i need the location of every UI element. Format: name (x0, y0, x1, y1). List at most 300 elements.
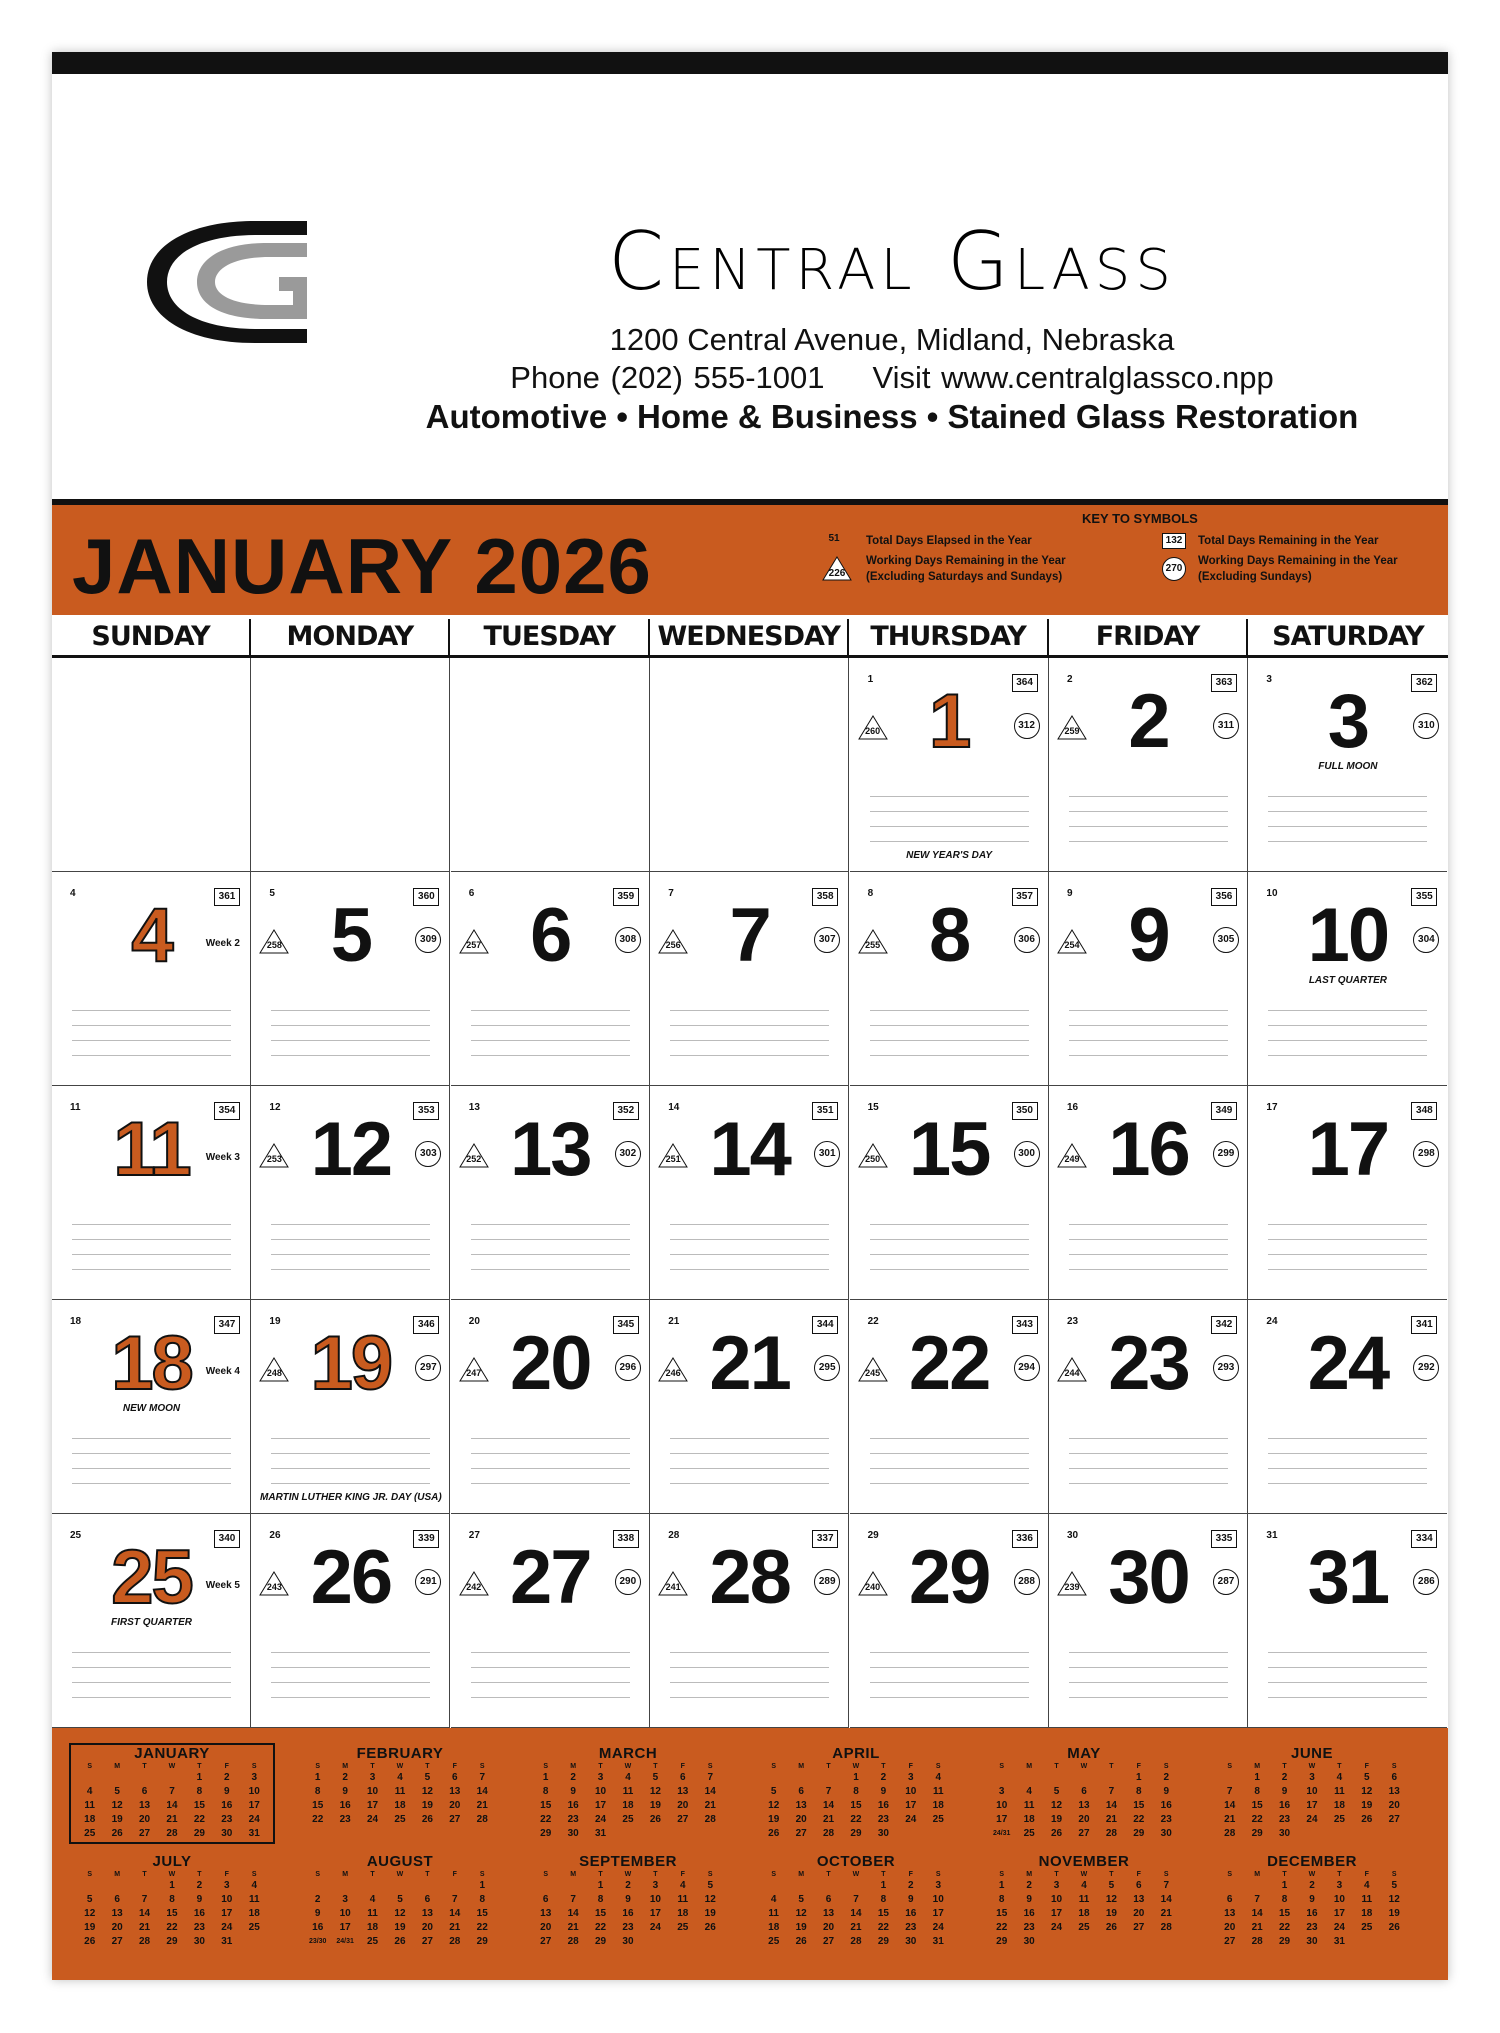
mini-day: 7 (1163, 1880, 1170, 1891)
mini-day: 8 (597, 1894, 604, 1905)
mini-day: 15 (1278, 1908, 1291, 1919)
day-cell[interactable] (850, 658, 1049, 872)
mini-day: 1 (196, 1772, 203, 1783)
note-lines (1069, 1638, 1228, 1698)
day-cell[interactable] (251, 1086, 450, 1300)
mini-day: 10 (996, 1800, 1008, 1811)
weekday-label: SUNDAY (52, 619, 251, 655)
working-sat-sun-label: Working Days Remaining in the Year (Excluding Saturdays and Sundays) (866, 555, 1066, 583)
mini-day: 14 (704, 1786, 716, 1797)
note-lines (1069, 782, 1228, 842)
mini-month-title: JANUARY (134, 1745, 210, 1762)
days-remaining-box: 340 (214, 1530, 240, 1548)
mini-weekday: W (168, 1871, 176, 1878)
working-days-circle: 286 (1413, 1569, 1439, 1595)
mini-day: 2 (625, 1880, 631, 1891)
working-days-circle: 300 (1014, 1141, 1040, 1167)
mini-weekday-row (756, 1762, 956, 1771)
mini-day: 1 (853, 1772, 859, 1783)
mini-day: 9 (1026, 1894, 1032, 1905)
days-remaining-box: 351 (812, 1102, 838, 1120)
mini-day: 26 (795, 1936, 807, 1947)
mini-day: 4 (1364, 1880, 1370, 1891)
day-cell[interactable] (650, 1086, 849, 1300)
calendar-sheet (52, 52, 1448, 1980)
mini-day: 8 (196, 1786, 203, 1797)
mini-day: 10 (248, 1786, 260, 1797)
mini-week-row (1212, 1921, 1412, 1935)
mini-weekday: M (342, 1763, 349, 1770)
day-cell[interactable] (251, 1514, 450, 1728)
mini-day: 1 (1136, 1772, 1142, 1783)
mini-weekday: S (1163, 1871, 1169, 1878)
mini-day: 25 (1361, 1922, 1373, 1933)
mini-weekday: T (598, 1871, 603, 1878)
day-elapsed: 1 (867, 674, 874, 685)
mini-day: 19 (421, 1800, 433, 1811)
company-services: Automotive • Home & Business • Stained Glass Restoration (425, 398, 1359, 435)
mini-day: 17 (1306, 1800, 1318, 1811)
mini-day: 17 (366, 1800, 379, 1811)
mini-weekday: T (1282, 1871, 1287, 1878)
day-cell[interactable] (1049, 1514, 1248, 1728)
working-days-triangle-value: 258 (266, 940, 282, 950)
day-elapsed: 27 (468, 1530, 480, 1541)
days-remaining-box: 339 (413, 1530, 439, 1548)
mini-day: 2 (196, 1880, 203, 1891)
day-cell[interactable] (52, 872, 251, 1086)
working-days-triangle-value: 247 (466, 1368, 482, 1378)
day-number: 11 (113, 1107, 190, 1192)
mini-day: 16 (877, 1800, 889, 1811)
year-minicalendars (52, 1728, 1448, 1980)
day-cell[interactable] (650, 1514, 849, 1728)
mini-day (441, 1879, 468, 1893)
working-sat-sun-sample: 226 (828, 568, 846, 579)
mini-weekday: M (570, 1763, 577, 1770)
working-days-triangle-value: 259 (1064, 726, 1080, 736)
working-days-triangle-value: 255 (865, 940, 881, 950)
mini-day: 3 (998, 1786, 1005, 1797)
mini-day: 26 (649, 1814, 661, 1825)
mini-day (697, 1935, 724, 1949)
mini-calendar-march (528, 1746, 728, 1841)
day-cell[interactable] (1248, 872, 1447, 1086)
mini-day: 21 (449, 1922, 461, 1933)
mini-day: 1 (314, 1772, 321, 1783)
mini-day: 17 (339, 1922, 351, 1933)
working-days-circle: 287 (1213, 1569, 1239, 1595)
mini-weekday: T (598, 1763, 603, 1770)
mini-month-title: MARCH (598, 1745, 658, 1762)
mini-day: 7 (1226, 1786, 1233, 1797)
note-lines (1268, 1210, 1427, 1270)
mini-day: 1 (880, 1880, 887, 1891)
working-days-triangle-value: 249 (1064, 1154, 1080, 1164)
mini-day: 5 (86, 1894, 93, 1905)
mini-day: 11 (622, 1786, 634, 1797)
day-number: 19 (310, 1321, 392, 1406)
mini-day: 22 (996, 1922, 1008, 1933)
mini-day: 10 (649, 1894, 661, 1905)
mini-weekday: M (1026, 1763, 1033, 1770)
mini-day: 14 (476, 1786, 488, 1797)
day-cell[interactable] (850, 872, 1049, 1086)
mini-week-row (300, 1879, 500, 1893)
week-number: Week 3 (205, 1152, 240, 1163)
mini-week-row (72, 1921, 272, 1935)
day-elapsed: 31 (1266, 1530, 1278, 1541)
mini-day: 26 (1050, 1828, 1063, 1839)
day-cell[interactable] (850, 1514, 1049, 1728)
mini-day: 23 (622, 1922, 634, 1933)
day-cell[interactable] (1248, 1086, 1447, 1300)
mini-day: 22 (594, 1922, 607, 1933)
mini-day: 3 (935, 1880, 942, 1891)
mini-week-row (72, 1893, 272, 1907)
mini-day: 20 (1388, 1800, 1400, 1811)
mini-day: 15 (1133, 1800, 1145, 1811)
mini-day: 23/30 (308, 1938, 327, 1945)
mini-day: 3 (1336, 1880, 1343, 1891)
working-days-triangle-value: 253 (266, 1154, 282, 1164)
mini-day: 1 (998, 1880, 1005, 1891)
mini-weekday: S (479, 1871, 485, 1878)
mini-day: 21 (850, 1922, 862, 1933)
mini-day: 1 (169, 1880, 175, 1891)
mini-weekday: W (396, 1763, 404, 1770)
mini-day: 13 (1224, 1908, 1236, 1919)
mini-weekday: F (1364, 1871, 1369, 1878)
contact-line (372, 360, 1412, 396)
mini-day: 16 (1023, 1908, 1035, 1919)
mini-day: 14 (567, 1908, 579, 1919)
mini-day: 19 (649, 1800, 661, 1811)
mini-day: 12 (421, 1786, 433, 1797)
day-cell[interactable] (1049, 1300, 1248, 1514)
weekday-label: TUESDAY (451, 619, 650, 655)
mini-day: 30 (1160, 1828, 1172, 1839)
mini-day: 23 (1278, 1814, 1291, 1825)
day-cell[interactable] (1248, 1514, 1447, 1728)
mini-day: 5 (1364, 1772, 1370, 1783)
day-number: 27 (510, 1535, 591, 1620)
day-cell[interactable] (1049, 1086, 1248, 1300)
mini-week-row (1212, 1799, 1412, 1813)
mini-day: 20 (111, 1922, 123, 1933)
days-remaining-box: 337 (812, 1530, 838, 1548)
day-cell[interactable] (850, 1086, 1049, 1300)
mini-day: 3 (251, 1772, 258, 1783)
mini-day: 10 (905, 1786, 917, 1797)
mini-day: 7 (1254, 1894, 1260, 1905)
mini-day: 29 (540, 1828, 552, 1839)
working-days-triangle-icon (858, 714, 888, 740)
day-number: 26 (310, 1535, 392, 1620)
day-cell-empty (52, 658, 251, 872)
mini-day: 19 (704, 1908, 716, 1919)
mini-day: 19 (111, 1814, 123, 1825)
days-remaining-box: 343 (1012, 1316, 1038, 1334)
working-days-triangle-value: 254 (1064, 940, 1080, 950)
working-days-triangle-value: 243 (266, 1582, 282, 1592)
working-days-triangle-value: 257 (466, 940, 482, 950)
mini-day: 15 (1251, 1800, 1263, 1811)
mini-day: 16 (622, 1908, 634, 1919)
mini-day: 31 (932, 1936, 944, 1947)
day-cell[interactable] (52, 1086, 251, 1300)
mini-day: 15 (877, 1908, 889, 1919)
working-days-circle: 306 (1014, 927, 1040, 953)
mini-day (1298, 1827, 1325, 1841)
mini-day: 27 (795, 1828, 807, 1839)
day-cell[interactable] (451, 1300, 650, 1514)
mini-week-row (300, 1935, 500, 1949)
mini-day: 5 (707, 1880, 714, 1891)
mini-day: 28 (1160, 1922, 1172, 1933)
day-elapsed: 20 (468, 1316, 480, 1327)
mini-day: 12 (394, 1908, 406, 1919)
mini-week-row (528, 1827, 728, 1841)
mini-weekday-row (984, 1762, 1184, 1771)
day-cell[interactable] (1049, 872, 1248, 1086)
day-number: 5 (330, 893, 372, 978)
month-band (52, 505, 1448, 615)
mini-day: 6 (680, 1772, 686, 1783)
working-days-triangle-icon (459, 1142, 489, 1168)
mini-day: 10 (1333, 1894, 1345, 1905)
note-lines (471, 996, 630, 1056)
mini-day: 16 (905, 1908, 917, 1919)
mini-week-row (72, 1785, 272, 1799)
mini-day: 27 (677, 1814, 689, 1825)
mini-day (760, 1879, 787, 1893)
mini-weekday: F (224, 1763, 229, 1770)
mini-week-row (756, 1921, 956, 1935)
mini-day: 28 (138, 1936, 151, 1947)
mini-day: 29 (877, 1936, 889, 1947)
mini-day: 16 (221, 1800, 233, 1811)
day-event: NEW YEAR'S DAY (906, 850, 993, 861)
note-lines (870, 1424, 1029, 1484)
mini-weekday: M (1254, 1871, 1261, 1878)
mini-day: 6 (1136, 1880, 1142, 1891)
note-lines (72, 1638, 231, 1698)
working-days-circle: 297 (415, 1355, 441, 1381)
mini-day: 24 (649, 1922, 661, 1933)
mini-weekday: T (1109, 1763, 1114, 1770)
note-lines (1069, 996, 1228, 1056)
day-cell[interactable] (451, 1514, 650, 1728)
mini-day (787, 1879, 814, 1893)
mini-day: 20 (540, 1922, 552, 1933)
day-cell[interactable] (1248, 658, 1447, 872)
mini-day (331, 1879, 358, 1893)
days-remaining-box: 358 (812, 888, 838, 906)
mini-day (532, 1879, 559, 1893)
mini-day: 21 (166, 1814, 178, 1825)
mini-day: 29 (193, 1828, 205, 1839)
mini-day: 5 (1108, 1880, 1115, 1891)
mini-day: 12 (1388, 1894, 1400, 1905)
mini-week-row (72, 1879, 272, 1893)
mini-day (1070, 1771, 1097, 1785)
mini-day: 16 (567, 1800, 579, 1811)
day-number: 25 (111, 1535, 192, 1620)
day-cell[interactable] (251, 872, 450, 1086)
day-number: 29 (908, 1535, 990, 1620)
mini-weekday: F (680, 1763, 685, 1770)
mini-day (815, 1879, 842, 1893)
mini-day: 23 (339, 1814, 351, 1825)
mini-day (131, 1879, 158, 1893)
mini-day: 30 (622, 1936, 634, 1947)
mini-weekday: T (1109, 1871, 1114, 1878)
mini-weekday: S (1391, 1871, 1397, 1878)
note-lines (72, 1210, 231, 1270)
mini-day: 3 (652, 1880, 659, 1891)
mini-day: 7 (570, 1894, 576, 1905)
mini-week-row (756, 1907, 956, 1921)
mini-calendar-october (756, 1854, 956, 1949)
mini-day: 19 (1361, 1800, 1373, 1811)
mini-day: 17 (905, 1800, 917, 1811)
day-cell[interactable] (451, 872, 650, 1086)
mini-week-row (984, 1827, 1184, 1841)
day-cell[interactable] (650, 1300, 849, 1514)
mini-day (359, 1879, 386, 1893)
mini-day (386, 1879, 413, 1893)
mini-month-title: DECEMBER (1267, 1853, 1357, 1870)
working-days-circle: 295 (814, 1355, 840, 1381)
mini-day: 19 (84, 1922, 96, 1933)
mini-month-title: OCTOBER (816, 1853, 896, 1870)
days-remaining-box: 335 (1211, 1530, 1237, 1548)
mini-week-row (300, 1799, 500, 1813)
note-lines (72, 1424, 231, 1484)
mini-day: 15 (594, 1908, 607, 1919)
day-number: 8 (928, 893, 970, 978)
mini-day: 3 (369, 1772, 376, 1783)
mini-day: 11 (677, 1894, 689, 1905)
weekday-label: SATURDAY (1272, 621, 1424, 652)
mini-calendar-july (72, 1854, 272, 1949)
day-cell[interactable] (850, 1300, 1049, 1514)
day-cell[interactable] (1248, 1300, 1447, 1514)
day-event: FIRST QUARTER (111, 1617, 192, 1628)
note-lines (670, 1638, 829, 1698)
mini-day: 18 (1078, 1908, 1090, 1919)
note-lines (471, 1638, 630, 1698)
mini-day: 10 (932, 1894, 944, 1905)
day-cell[interactable] (650, 872, 849, 1086)
day-cell[interactable] (251, 1300, 450, 1514)
company-name (412, 215, 1372, 308)
mini-week-row (984, 1893, 1184, 1907)
mini-weekday: S (707, 1871, 713, 1878)
mini-calendar-january (72, 1746, 272, 1841)
day-number: 18 (111, 1321, 192, 1406)
day-number: 7 (729, 893, 770, 978)
mini-day (1353, 1935, 1380, 1949)
mini-week-row (528, 1785, 728, 1799)
day-number: 17 (1307, 1107, 1389, 1192)
mini-day: 18 (1333, 1800, 1345, 1811)
mini-day: 19 (768, 1814, 780, 1825)
day-cell[interactable] (52, 1300, 251, 1514)
mini-day: 17 (221, 1908, 233, 1919)
mini-day: 8 (998, 1894, 1005, 1905)
mini-day: 4 (935, 1772, 942, 1783)
mini-day: 12 (649, 1786, 661, 1797)
mini-day: 21 (567, 1922, 579, 1933)
mini-weekday: F (452, 1763, 457, 1770)
mini-day: 19 (795, 1922, 807, 1933)
mini-weekday: F (452, 1871, 457, 1878)
mini-day: 14 (850, 1908, 862, 1919)
working-days-circle: 304 (1413, 927, 1439, 953)
mini-month-title: FEBRUARY (356, 1745, 444, 1762)
mini-day: 5 (114, 1786, 120, 1797)
working-days-triangle-icon (858, 1570, 888, 1596)
mini-day: 27 (138, 1828, 151, 1839)
mini-week-row (300, 1907, 500, 1921)
mini-weekday-row (300, 1870, 500, 1879)
day-cell[interactable] (1049, 658, 1248, 872)
day-cell[interactable] (451, 1086, 650, 1300)
mini-day (815, 1771, 842, 1785)
mini-day: 11 (84, 1800, 95, 1811)
mini-day: 31 (1333, 1936, 1345, 1947)
mini-weekday: W (396, 1871, 404, 1878)
mini-weekday: S (999, 1763, 1005, 1770)
day-number: 4 (131, 893, 172, 978)
day-elapsed: 23 (1067, 1316, 1079, 1327)
day-cell[interactable] (52, 1514, 251, 1728)
mini-day: 3 (224, 1880, 230, 1891)
mini-day: 6 (424, 1894, 431, 1905)
mini-day: 26 (1105, 1922, 1117, 1933)
days-remaining-box: 348 (1411, 1102, 1437, 1120)
mini-weekday: S (543, 1763, 549, 1770)
company-name-text: Central Glass (608, 215, 1176, 308)
mini-day: 4 (680, 1880, 686, 1891)
day-number: 22 (908, 1321, 990, 1406)
working-days-triangle-value: 250 (865, 1154, 881, 1164)
mini-weekday: S (315, 1871, 321, 1878)
mini-day: 3 (1053, 1880, 1060, 1891)
working-days-triangle-icon (858, 1356, 888, 1382)
mini-day: 12 (704, 1894, 716, 1905)
week-number: Week 4 (205, 1366, 240, 1377)
mini-week-row (756, 1785, 956, 1799)
mini-day: 29 (166, 1936, 178, 1947)
mini-day: 19 (394, 1922, 406, 1933)
note-lines (1268, 1424, 1427, 1484)
day-number: 10 (1307, 893, 1389, 978)
mini-day: 30 (567, 1828, 579, 1839)
mini-day: 13 (449, 1786, 461, 1797)
working-days-circle: 291 (415, 1569, 441, 1595)
mini-weekday: S (479, 1763, 485, 1770)
day-cell-empty (451, 658, 650, 872)
mini-day: 11 (367, 1908, 378, 1919)
mini-day: 13 (540, 1908, 552, 1919)
mini-day (1243, 1879, 1270, 1893)
mini-weekday: T (881, 1763, 886, 1770)
mini-day: 11 (394, 1786, 406, 1797)
note-lines (1268, 1638, 1427, 1698)
